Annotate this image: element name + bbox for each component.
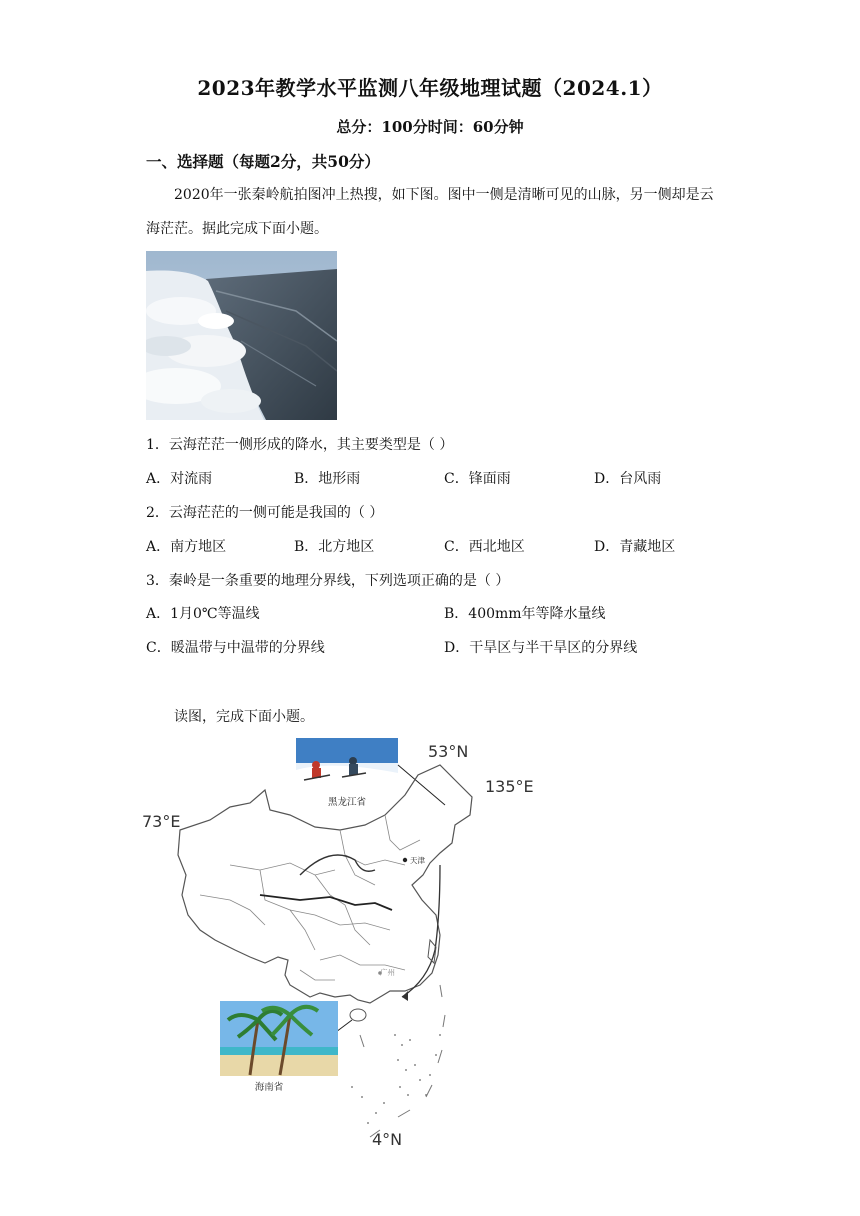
question-3-option-d[interactable]: D．干旱区与半干旱区的分界线 bbox=[444, 640, 638, 656]
question-2-option-b[interactable]: B．北方地区 bbox=[294, 539, 375, 555]
tianjin-label: 天津 bbox=[410, 856, 425, 865]
question-1-stem: 1．云海茫茫一侧形成的降水，其主要类型是（ ） bbox=[146, 437, 454, 453]
question-3-option-c[interactable]: C．暖温带与中温带的分界线 bbox=[146, 640, 325, 656]
exam-info: 总分：100分时间：60分钟 bbox=[336, 118, 524, 136]
question-2-option-a[interactable]: A．南方地区 bbox=[146, 539, 227, 555]
question-2-option-c[interactable]: C．西北地区 bbox=[444, 539, 525, 555]
question-1-option-b[interactable]: B．地形雨 bbox=[294, 471, 361, 487]
question-1-option-d[interactable]: D．台风雨 bbox=[594, 471, 662, 487]
question-2-stem: 2．云海茫茫的一侧可能是我国的（ ） bbox=[146, 505, 384, 521]
page-title: 2023年教学水平监测八年级地理试题（2024.1） bbox=[197, 76, 663, 100]
lon-west-label: 73°E bbox=[142, 812, 181, 831]
question-3-option-a[interactable]: A．1月0℃等温线 bbox=[146, 606, 260, 622]
lon-east-label: 135°E bbox=[485, 777, 534, 796]
question-3-stem: 3．秦岭是一条重要的地理分界线，下列选项正确的是（ ） bbox=[146, 573, 510, 589]
guangzhou-label: 广州 bbox=[380, 968, 395, 977]
lat-south-label: 4°N bbox=[372, 1130, 403, 1149]
section-heading: 一、选择题（每题2分，共50分） bbox=[146, 152, 380, 171]
hainan-beach-photo bbox=[220, 1001, 338, 1076]
hainan-label: 海南省 bbox=[254, 1082, 284, 1093]
question-1-option-c[interactable]: C．锋面雨 bbox=[444, 471, 511, 487]
qinling-aerial-photo bbox=[146, 251, 337, 420]
question-1-option-a[interactable]: A．对流雨 bbox=[146, 471, 213, 487]
reading-intro: 读图，完成下面小题。 bbox=[174, 709, 314, 725]
heilongjiang-label: 黑龙江省 bbox=[327, 797, 367, 808]
china-map bbox=[140, 735, 540, 1150]
question-3-option-b[interactable]: B．400mm年等降水量线 bbox=[444, 606, 606, 622]
china-outline bbox=[178, 765, 472, 1003]
question-intro: 2020年一张秦岭航拍图冲上热搜，如下图。图中一侧是清晰可见的山脉，另一侧却是云海茫茫。据此完成下面小题。 bbox=[146, 187, 714, 237]
question-2-option-d[interactable]: D．青藏地区 bbox=[594, 539, 676, 555]
lat-north-label: 53°N bbox=[428, 742, 469, 761]
heilongjiang-ski-photo bbox=[296, 738, 398, 793]
